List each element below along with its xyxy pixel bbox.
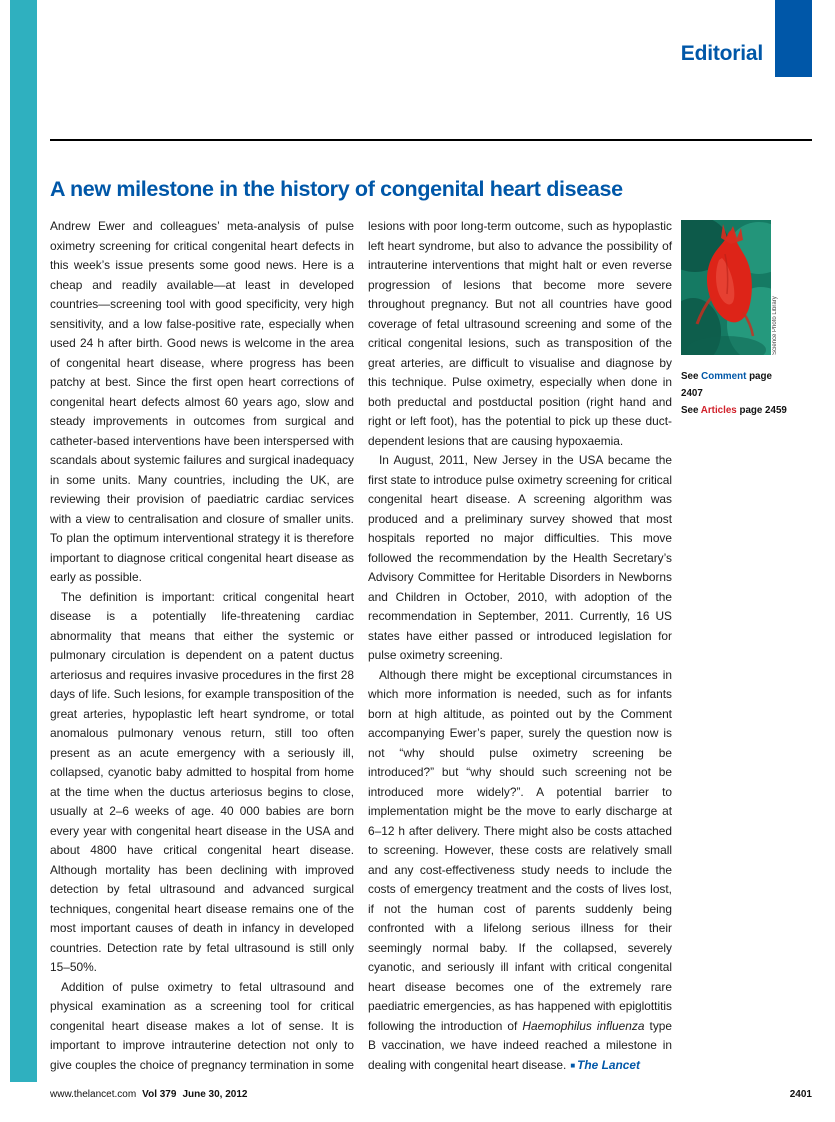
paragraph-text: Although there might be exceptional circumstances in which more information is needed, such as for infants born at high altitude, as pointed out by the Comment accompanying Ewer’s paper, surely the question now is not “why should pulse oximetry screening be introduced?” but “why should such screening not be introduced more widely?”. A potential barrier to implementation might be the move to early discharge at 6–12 h after delivery. There might also be costs attached to screening. However, these costs are relatively small and any cost-effectiveness study needs to include the costs of emergency treatment and the costs of lives lost, if not the human cost of parents suddenly being confronted with a lifelong serious illness for their seemingly normal baby. If the collapsed, severely cyanotic, and seriously ill infant with critical congenital heart disease becomes one of the extremely rare paediatric emergencies, as has happened with epiglottitis following the introduction of (368, 667, 672, 1033)
article-paragraph (368, 666, 672, 1076)
link-prefix: See (681, 405, 701, 416)
page-footer (50, 1089, 812, 1100)
teal-edge-band (10, 0, 37, 1082)
link-target: Comment (701, 371, 747, 382)
cross-reference-links (681, 368, 791, 419)
photo-credit: Science Photo Library (772, 296, 778, 355)
paragraph-text: type B vaccination, we have indeed reached a milestone in dealing with congenital heart disease. (368, 1018, 672, 1072)
heart-figure (681, 220, 778, 355)
section-corner-block (775, 0, 812, 77)
page-number: 2401 (789, 1089, 812, 1100)
see-articles-link[interactable] (681, 402, 791, 419)
link-target: Articles (700, 405, 737, 416)
article-paragraph: The definition is important: critical congenital heart disease is a potentially life-threatening cardiac abnormality that means that either the systemic or pulmonary circulation is dependent on a patent ductus arteriosus and requires invasive procedures in the first 28 days of life. Such lesions, for example transposition of the great arteries, hypoplastic left heart syndrome, or total anomalous pulmonary venous return, still too often present as an acute emergency with a seriously ill, collapsed, cyanotic baby admitted to hospital from home at the time when the ductus arteriosus begins to close, usually at 2–6 weeks of age. 40 000 babies are born every year with congenital heart disease in the USA and about 4800 have critical congenital heart disease. Although mortality has been declining with improved detection by fetal ultrasound and advanced surgical techniques, congenital heart disease remains one of the most important causes of death in infancy in developed countries. Detection rate by fetal ultrasound is still only 15–50%. (50, 589, 354, 974)
article-paragraph: Andrew Ewer and colleagues’ meta-analysis of pulse oximetry screening for critical congenital heart defects in this week’s issue presents some good news. Here is a cheap and readily available—at least in developed countries—screening tool with good specificity, very high sensitivity, and a low false-positive rate, especially when used 24 h after birth. Good news is welcome in the area of congenital heart disease, where progress has been patchy at best. Since the first open heart corrections of congenital heart defects almost 60 years ago, slow and steady improvements in outcomes from surgical and catheter-based interventions have been interspersed with scandals about systemic failures and surgical inadequacy in some units. Many countries, including the UK, are reviewing their provision of paediatric cardiac services with a view to centralisation and closure of smaller units. To plan the optimum interventional strategy it is therefore important to diagnose critical congenital heart disease as early as possible. (50, 219, 354, 584)
journal-signature: The Lancet (577, 1057, 640, 1072)
article-title: A new milestone in the history of congenital heart disease (50, 177, 623, 202)
article-paragraph: In August, 2011, New Jersey in the USA became the first state to introduce pulse oximetry screening for critical congenital heart disease. A screening algorithm was produced and a preliminary survey showed that most hospitals reported no major difficulties. This move followed the recommendation by the Health Secretary’s Advisory Committee for Heritable Disorders in Newborns and Children in October, 2010, with adoption of the recommendation in September, 2011. Currently, 16 US states have either passed or introduced legislation for pulse oximetry screening. (368, 453, 672, 662)
heart-photo (681, 220, 771, 355)
see-comment-link[interactable] (681, 368, 791, 402)
footer-left (50, 1089, 247, 1100)
article-paragraph: Addition of pulse oximetry to fetal ultrasound and physical examination as a screening tool for critical congenital heart disease makes a lot of sense. It is important to improve intrauterine detection not only to give couples the choice of pregnancy termination in some lesions with poor long-term outcome, such as hypoplastic left heart syndrome, but also to advance the possibility of intrauterine interventions that might halt or even reverse progression of lesions that become more severe throughout pregnancy. But not all countries have good coverage of fetal ultrasound screening and some of the critical congenital lesions, such as transposition of the great arteries, are difficult to visualise and diagnose by this technique. Pulse oximetry, especially when done in both preductal and postductal position (right hand and right or left foot), has the potential to pick up these duct-dependent lesions that are causing hypoxaemia. (50, 219, 672, 1072)
journal-website-link[interactable]: www.thelancet.com (50, 1089, 137, 1100)
link-prefix: See (681, 371, 702, 382)
section-label: Editorial (680, 42, 763, 65)
end-square-icon: ■ (570, 1060, 576, 1070)
issue-date: June 30, 2012 (182, 1089, 248, 1100)
link-suffix: page 2459 (736, 405, 787, 416)
volume-label: Vol 379 (142, 1089, 177, 1100)
sidebar (681, 220, 791, 419)
header-divider (50, 139, 812, 141)
species-name: Haemophilus influenza (522, 1018, 645, 1033)
article-body (50, 217, 672, 1075)
link-suffix: page 2407 (681, 371, 772, 399)
